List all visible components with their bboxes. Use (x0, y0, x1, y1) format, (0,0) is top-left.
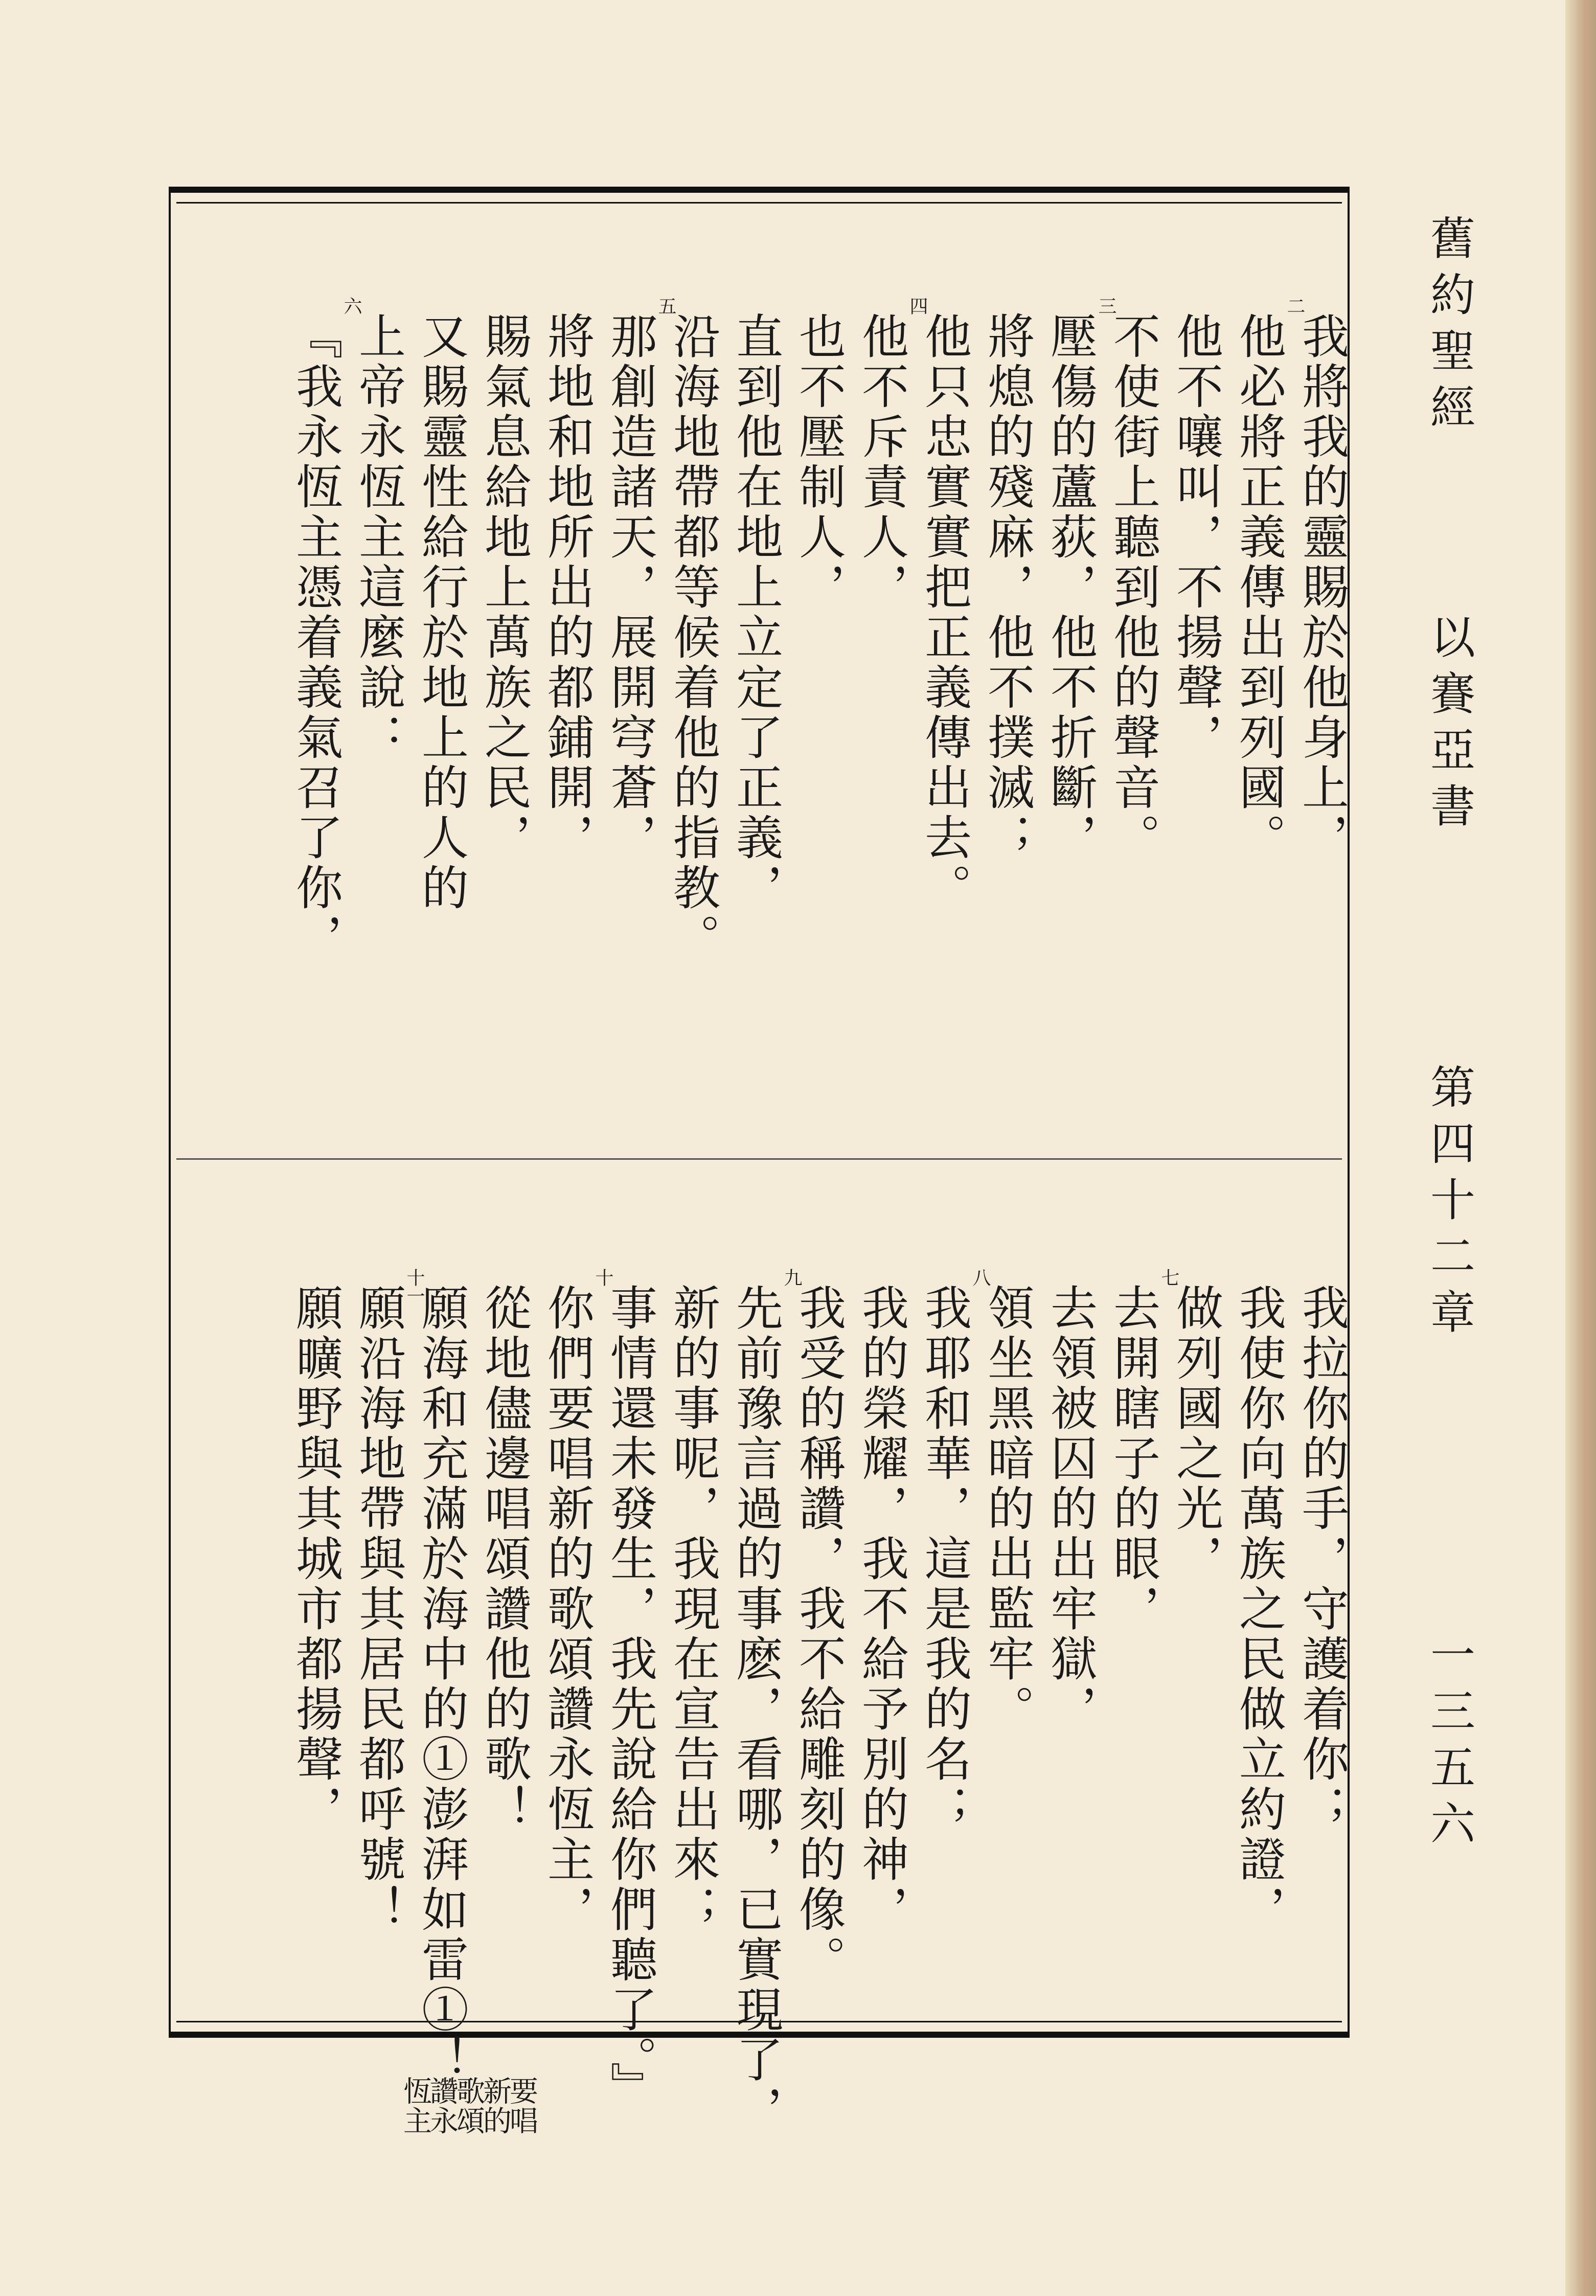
page-number: 一三五六 (1423, 1631, 1476, 1856)
upper-verse-column: 『我永恆主憑着義氣召了你， (288, 312, 343, 963)
margin-note-line: 歌頌 (452, 2076, 485, 2135)
lower-verse-column: 去開瞎子的眼， (1106, 1284, 1160, 1634)
verse-number: 八 (970, 1268, 991, 1287)
lower-verse-column: 事情還未發生，我先說給你們聽了。』 (603, 1284, 657, 2112)
lower-verse-column: 我的榮耀，我不給予別的神， (854, 1284, 909, 1935)
book-title: 舊約聖經 (1423, 215, 1476, 440)
verse-number: 六 (341, 297, 362, 315)
margin-note-line: 要唱 (505, 2076, 538, 2135)
book-name: 以賽亞書 (1423, 614, 1476, 839)
lower-verse-column: 去領被囚的出牢獄， (1043, 1284, 1098, 1735)
upper-verse-column: 不使街上聽到他的聲音。 (1106, 312, 1160, 863)
section-divider (176, 1158, 1342, 1160)
upper-verse-column: 他不斥責人， (854, 312, 909, 613)
margin-note (399, 2076, 538, 2230)
lower-verse-column: 領坐黑暗的出監牢。 (980, 1284, 1035, 1735)
lower-verse-column: 我耶和華，這是我的名； (917, 1284, 972, 1835)
upper-verse-column: 上帝永恆主這麼說： (351, 312, 406, 763)
verse-number: 九 (781, 1268, 802, 1287)
upper-verse-column: 又賜靈性給行於地上的人的 (414, 312, 469, 913)
running-head (1411, 215, 1488, 1974)
lower-verse-column: 做列國之光， (1169, 1284, 1223, 1584)
chapter-heading: 第四十二章 (1423, 1064, 1476, 1345)
lower-verse-column: 願沿海地帶與其居民都呼號！ (351, 1284, 406, 1935)
lower-verse-column: 新的事呢，我現在宣告出來； (666, 1284, 720, 1935)
upper-verse-column: 那創造諸天，展開穹蒼， (603, 312, 657, 863)
verse-number: 十 (592, 1268, 613, 1287)
verse-number: 五 (655, 297, 676, 315)
verse-number: 四 (907, 297, 928, 315)
lower-verse-column: 你們要唱新的歌頌讚永恆主， (540, 1284, 595, 1935)
upper-verse-column: 也不壓制人， (791, 312, 846, 613)
upper-verse-column: 他必將正義傳出到列國。 (1232, 312, 1286, 863)
verse-number: 三 (1096, 297, 1116, 315)
verse-number: 十一 (404, 1268, 425, 1305)
margin-note-line: 新的 (478, 2076, 512, 2135)
upper-verse-column: 沿海地帶都等候着他的指教。 (666, 312, 720, 963)
upper-verse-column: 壓傷的蘆荻，他不折斷， (1043, 312, 1098, 863)
upper-verse-column: 直到他在地上立定了正義， (728, 312, 783, 913)
lower-verse-column: 從地儘邊唱頌讚他的歌！ (477, 1284, 532, 1835)
upper-verse-column: 將地和地所出的都鋪開， (540, 312, 595, 863)
lower-verse-column: 我受的稱讚，我不給雕刻的像。 (791, 1284, 846, 1985)
lower-verse-column: 我使你向萬族之民做立約證， (1232, 1284, 1286, 1935)
upper-verse-column: 他不嚷叫，不揚聲， (1169, 312, 1223, 763)
page-edge (1565, 0, 1596, 2296)
upper-verse-column: 將熄的殘麻，他不撲滅； (980, 312, 1035, 863)
upper-verse-column: 他只忠實實把正義傳出去。 (917, 312, 972, 913)
verse-number: 七 (1158, 1268, 1179, 1287)
margin-note-line: 恆主 (399, 2076, 432, 2135)
lower-verse-column: 先前豫言過的事麽，看哪，已實現了， (728, 1284, 783, 2135)
lower-verse-column: 我拉你的手，守護着你； (1294, 1284, 1349, 1835)
upper-verse-column: 我將我的靈賜於他身上， (1294, 312, 1349, 863)
upper-verse-column: 賜氣息給地上萬族之民， (477, 312, 532, 863)
verse-number: 二 (1284, 297, 1305, 315)
lower-verse-column: 願海和充滿於海中的①澎湃如雷①！ (414, 1284, 469, 2085)
lower-verse-column: 願曠野與其城市都揚聲， (288, 1284, 343, 1835)
margin-note-line: 讚永 (425, 2076, 459, 2135)
